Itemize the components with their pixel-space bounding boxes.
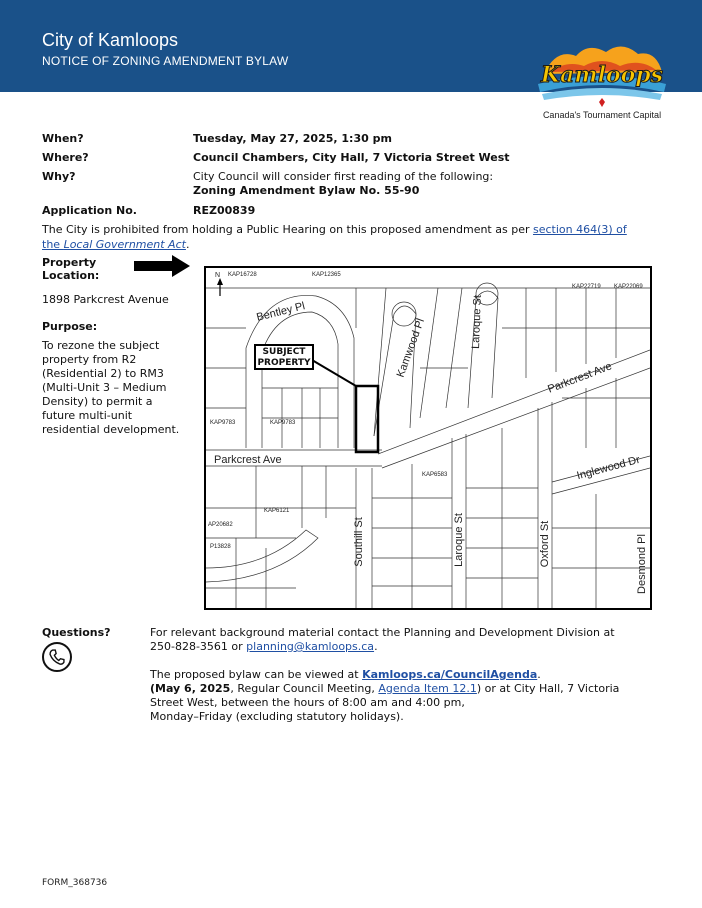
bylaw-view-text: The proposed bylaw can be viewed at Kamloops.ca/CouncilAgenda. (May 6, 2025, Regular Council Meeting, Agenda Item 12.1) or at City Hall, 7 Victoria Street West, between the hours of 8:00 am and 4:00 pm, Monday–Friday (excluding statutory holidays). — [150, 668, 620, 723]
where-value: Council Chambers, City Hall, 7 Victoria Street West — [193, 151, 510, 164]
why-line-1: City Council will consider first reading of the following: — [193, 170, 494, 183]
phone-icon — [42, 642, 72, 672]
application-number: REZ00839 — [193, 204, 256, 217]
application-label: Application No. — [42, 204, 137, 217]
north-arrow-icon — [217, 278, 223, 296]
subject-property-label: SUBJECT PROPERTY — [254, 344, 314, 370]
purpose-label: Purpose: — [42, 320, 98, 333]
kamloops-logo — [536, 38, 668, 108]
plan-label: KAP6121 — [264, 508, 290, 514]
plan-label: AP20682 — [208, 522, 233, 528]
street-oxford-st: Oxford St — [539, 520, 552, 568]
page-subtitle: NOTICE OF ZONING AMENDMENT BYLAW — [42, 54, 289, 68]
street-southill-st: Southill St — [352, 517, 365, 567]
why-label: Why? — [42, 170, 76, 183]
plan-label: P13828 — [210, 544, 231, 550]
street-parkcrest-ave-left: Parkcrest Ave — [214, 454, 282, 466]
email-link[interactable]: planning@kamloops.ca — [246, 640, 375, 653]
purpose-text: To rezone the subject property from R2 (Residential 2) to RM3 (Multi-Unit 3 – Medium Density) to permit a future multi-unit residential development. — [42, 339, 180, 436]
when-value: Tuesday, May 27, 2025, 1:30 pm — [193, 132, 392, 145]
plan-label: KAP6583 — [422, 472, 448, 478]
plan-label: KAP22719 — [572, 284, 601, 290]
plan-label: KAP22069 — [614, 284, 643, 290]
agenda-item-link[interactable]: Agenda Item 12.1 — [378, 682, 477, 695]
plan-label: KAP12365 — [312, 272, 341, 278]
street-inglewood-dr: Inglewood Dr — [575, 453, 642, 483]
plan-label: KAP9783 — [270, 420, 296, 426]
hearing-note-text: The City is prohibited from holding a Public Hearing on this proposed amendment as per — [42, 223, 533, 236]
street-desmond-pl: Desmond Pl — [635, 534, 648, 594]
questions-label: Questions? — [42, 626, 111, 639]
when-label: When? — [42, 132, 84, 145]
logo-tagline: Canada's Tournament Capital — [542, 110, 662, 120]
street-laroque-st-bottom: Laroque St — [452, 513, 465, 567]
property-location-label: Property Location: — [42, 256, 100, 282]
form-id: FORM_368736 — [42, 878, 108, 888]
lga-section-link[interactable]: section 464(3) of the Local Government Act — [42, 223, 627, 251]
north-label: N — [215, 272, 221, 279]
subject-pointer — [312, 360, 356, 386]
street-kamwood-pl: Kamwood Pl — [394, 316, 428, 380]
property-address: 1898 Parkcrest Avenue — [42, 293, 169, 306]
subject-property-outline — [356, 386, 378, 452]
street-bentley-pl: Bentley Pl — [255, 300, 307, 324]
contact-text: For relevant background material contact the Planning and Development Division at 250-828-3561 or planning@kamloops.ca. — [150, 626, 615, 653]
page-title: City of Kamloops — [42, 30, 179, 50]
zoning-map — [204, 266, 652, 610]
street-laroque-st-top: Laroque St — [469, 294, 484, 350]
street-parkcrest-ave-right: Parkcrest Ave — [546, 360, 614, 396]
bylaw-name: Zoning Amendment Bylaw No. 55-90 — [193, 184, 420, 197]
hearing-note: The City is prohibited from holding a Public Hearing on this proposed amendment as per section 464(3) of the Local Government Act. — [42, 223, 627, 251]
plan-label: KAP16728 — [228, 272, 257, 278]
council-agenda-link[interactable]: Kamloops.ca/CouncilAgenda — [362, 668, 538, 681]
logo-wordmark: Kamloops — [540, 62, 664, 88]
where-label: Where? — [42, 151, 89, 164]
plan-label: KAP9783 — [210, 420, 236, 426]
arrow-right-icon — [134, 255, 190, 277]
